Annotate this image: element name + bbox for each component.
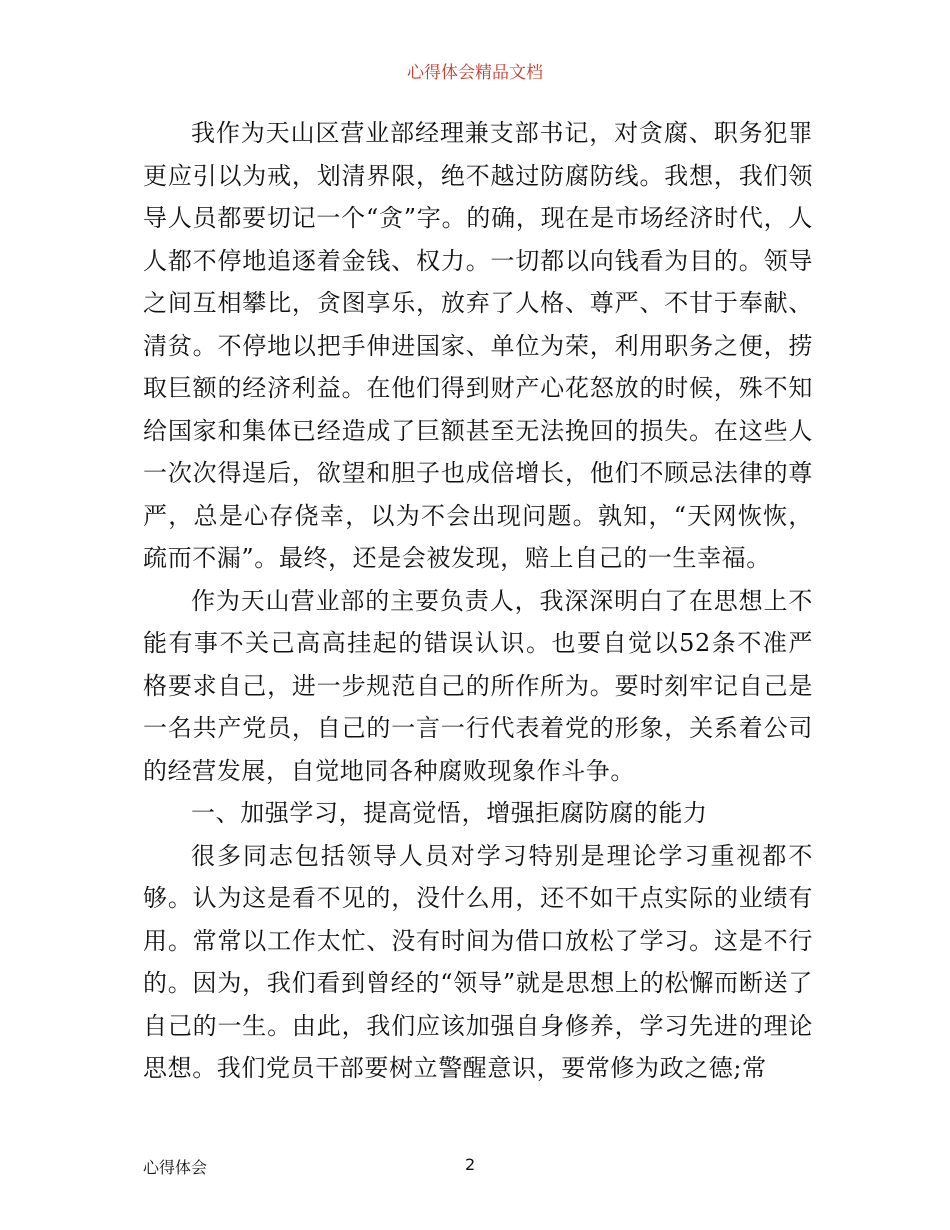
paragraph-3: 很多同志包括领导人员对学习特别是理论学习重视都不够。认为这是看不见的，没什么用，还不如干点实际的业绩有用。常常以工作太忙、没有时间为借口放松了学习。这是不行的。因为，我们看到曾经的“领导”就是思想上的松懈而断送了自己的一生。由此，我们应该加强自身修养，学习先进的理论思想。我们党员干部要树立警醒意识，要常修为政之德;常 <box>143 841 813 1082</box>
paragraph-1: 我作为天山区营业部经理兼支部书记，对贪腐、职务犯罪更应引以为戒，划清界限，绝不越过防腐防线。我想，我们领导人员都要切记一个“贪”字。的确，现在是市场经济时代，人人都不停地追逐着金钱、权力。一切都以向钱看为目的。领导之间互相攀比，贪图享乐，放弃了人格、尊严、不甘于奉献、清贫。不停地以把手伸进国家、单位为荣，利用职务之便，捞取巨额的经济利益。在他们得到财产心花怒放的时候，殊不知给国家和集体已经造成了巨额甚至无法挽回的损失。在这些人一次次得逞后，欲望和胆子也成倍增长，他们不顾忌法律的尊严，总是心存侥幸，以为不会出现问题。孰知，“天网恢恢，疏而不漏”。最终，还是会被发现，赔上自己的一生幸福。 <box>143 119 813 572</box>
section-heading: 一、加强学习，提高觉悟，增强拒腐防腐的能力 <box>191 799 708 827</box>
page-header-title: 心得体会精品文档 <box>407 63 543 83</box>
document-body <box>143 112 813 1090</box>
footer-label: 心得体会 <box>143 1158 208 1177</box>
paragraph-2: 作为天山营业部的主要负责人，我深深明白了在思想上不能有事不关己高高挂起的错误认识。也要自觉以52条不准严格要求自己，进一步规范自己的所作所为。要时刻牢记自己是一名共产党员，自己的一言一行代表着党的形象，关系着公司的经营发展，自觉地同各种腐败现象作斗争。 <box>143 586 813 785</box>
page-number: 2 <box>465 1155 476 1174</box>
